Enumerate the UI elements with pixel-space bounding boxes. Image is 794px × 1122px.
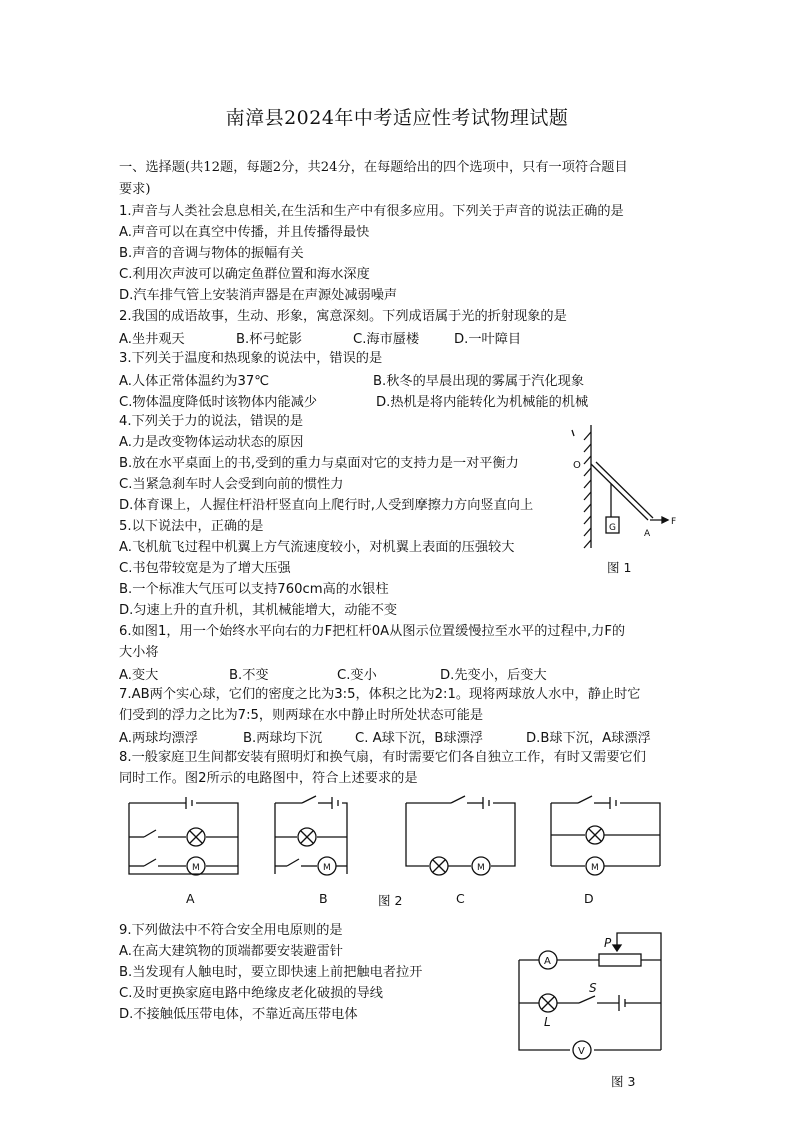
q5-stem: 5.以下说法中，正确的是 bbox=[119, 519, 264, 534]
figure-2-label-d: D bbox=[584, 891, 594, 906]
q9-stem: 9.下列做法中不符合安全用电原则的是 bbox=[119, 923, 343, 938]
q2-stem: 2.我国的成语故事，生动、形象，寓意深刻。下列成语属于光的折射现象的是 bbox=[119, 309, 567, 324]
section-heading-line2: 要求) bbox=[119, 182, 151, 197]
q3-stem: 3.下列关于温度和热现象的说法中，错误的是 bbox=[119, 351, 383, 366]
q6-option-d: D.先变小，后变大 bbox=[440, 668, 547, 683]
figure-3-caption: 图 3 bbox=[611, 1074, 636, 1089]
label-f: F bbox=[671, 517, 677, 527]
motor-label: M bbox=[477, 863, 485, 873]
q9-option-d: D.不接触低压带电体，不靠近高压带电体 bbox=[119, 1007, 358, 1022]
q6-option-a: A.变大 bbox=[119, 668, 159, 683]
motor-label: M bbox=[192, 863, 200, 873]
figure-2-circuit-d bbox=[548, 795, 663, 880]
wall-hatching bbox=[584, 432, 591, 548]
q2-option-c: C.海市蜃楼 bbox=[353, 332, 420, 347]
figure-1-lever bbox=[560, 420, 690, 560]
q9-option-a: A.在高大建筑物的顶端都要安装避雷针 bbox=[119, 944, 343, 959]
q4-option-b: B.放在水平桌面上的书,受到的重力与桌面对它的支持力是一对平衡力 bbox=[119, 456, 519, 471]
q4-option-d: D.体育课上，人握住杆沿杆竖直向上爬行时,人受到摩擦力方向竖直向上 bbox=[119, 498, 534, 513]
switch-label: S bbox=[589, 981, 597, 995]
q1-option-b: B.声音的音调与物体的振幅有关 bbox=[119, 246, 304, 261]
q1-option-c: C.利用次声波可以确定鱼群位置和海水深度 bbox=[119, 267, 370, 282]
q3-option-b: B.秋冬的早晨出现的雾属于汽化现象 bbox=[373, 374, 585, 389]
q1-option-d: D.汽车排气管上安装消声器是在声源处减弱噪声 bbox=[119, 288, 398, 303]
q9-option-c: C.及时更换家庭电路中绝缘皮老化破损的导线 bbox=[119, 986, 383, 1001]
figure-2-label-b: B bbox=[319, 891, 328, 906]
voltmeter-label: V bbox=[578, 1046, 585, 1057]
ammeter-label: A bbox=[544, 956, 551, 967]
q5-option-c: C.书包带较宽是为了增大压强 bbox=[119, 561, 291, 576]
q2-option-d: D.一叶障目 bbox=[454, 332, 522, 347]
page-title: 南漳县2024年中考适应性考试物理试题 bbox=[225, 107, 569, 129]
figure-2-circuit-b bbox=[272, 795, 387, 880]
q1-option-a: A.声音可以在真空中传播，并且传播得最快 bbox=[119, 225, 370, 240]
q4-option-a: A.力是改变物体运动状态的原因 bbox=[119, 435, 304, 450]
slider-label: P bbox=[604, 936, 612, 950]
figure-2-label-c: C bbox=[456, 891, 465, 906]
q7-stem-line1: 7.AB两个实心球，它们的密度之比为3:5，体积之比为2:1。现将两球放人水中，静止时它 bbox=[119, 687, 641, 702]
label-g: G bbox=[609, 523, 616, 533]
q7-option-d: D.B球下沉，A球漂浮 bbox=[526, 731, 651, 746]
q3-option-d: D.热机是将内能转化为机械能的机械 bbox=[376, 395, 589, 410]
q1-stem: 1.声音与人类社会息息相关,在生活和生产中有很多应用。下列关于声音的说法正确的是 bbox=[119, 204, 624, 219]
figure-2-caption: 图 2 bbox=[378, 893, 403, 908]
motor-label: M bbox=[591, 863, 599, 873]
q8-stem-line1: 8.一般家庭卫生间都安装有照明灯和换气扇，有时需要它们各自独立工作，有时又需要它们 bbox=[119, 750, 646, 765]
q6-stem-line2: 大小将 bbox=[119, 645, 159, 660]
motor-label: M bbox=[323, 863, 331, 873]
section-heading-line1: 一、选择题(共12题，每题2分，共24分，在每题给出的四个选项中，只有一项符合题目 bbox=[119, 160, 628, 175]
figure-2-circuit-c bbox=[403, 795, 518, 880]
q8-stem-line2: 同时工作。图2所示的电路图中，符合上述要求的是 bbox=[119, 771, 418, 786]
lamp-label: L bbox=[544, 1015, 551, 1029]
q5-option-b: B.一个标准大气压可以支持760cm高的水银柱 bbox=[119, 582, 389, 597]
figure-3-circuit bbox=[515, 928, 670, 1068]
q6-stem-line1: 6.如图1，用一个始终水平向右的力F把杠杆0A从图示位置缓慢拉至水平的过程中,力F的 bbox=[119, 624, 626, 639]
q7-option-c: C. A球下沉，B球漂浮 bbox=[355, 731, 483, 746]
q4-option-c: C.当紧急刹车时人会受到向前的惯性力 bbox=[119, 477, 344, 492]
q6-option-b: B.不变 bbox=[229, 668, 269, 683]
q6-option-c: C.变小 bbox=[337, 668, 377, 683]
q3-option-a: A.人体正常体温约为37℃ bbox=[119, 374, 270, 389]
figure-1-caption: 图 1 bbox=[607, 560, 632, 575]
q9-option-b: B.当发现有人触电时，要立即快速上前把触电者拉开 bbox=[119, 965, 423, 980]
q4-stem: 4.下列关于力的说法，错误的是 bbox=[119, 414, 304, 429]
figure-2-circuit-a bbox=[126, 795, 241, 880]
q5-option-d: D.匀速上升的直升机，其机械能增大，动能不变 bbox=[119, 603, 398, 618]
q5-option-a: A.飞机航飞过程中机翼上方气流速度较小，对机翼上表面的压强较大 bbox=[119, 540, 515, 555]
q7-stem-line2: 们受到的浮力之比为7:5，则两球在水中静止时所处状态可能是 bbox=[119, 708, 484, 723]
lever-rod bbox=[591, 464, 648, 520]
label-a: A bbox=[644, 529, 651, 539]
figure-2-label-a: A bbox=[186, 891, 195, 906]
label-o: O bbox=[573, 460, 581, 471]
q3-option-c: C.物体温度降低时该物体内能减少 bbox=[119, 395, 318, 410]
q2-option-b: B.杯弓蛇影 bbox=[236, 332, 302, 347]
q2-option-a: A.坐井观天 bbox=[119, 332, 185, 347]
q7-option-a: A.两球均漂浮 bbox=[119, 731, 198, 746]
q7-option-b: B.两球均下沉 bbox=[243, 731, 323, 746]
